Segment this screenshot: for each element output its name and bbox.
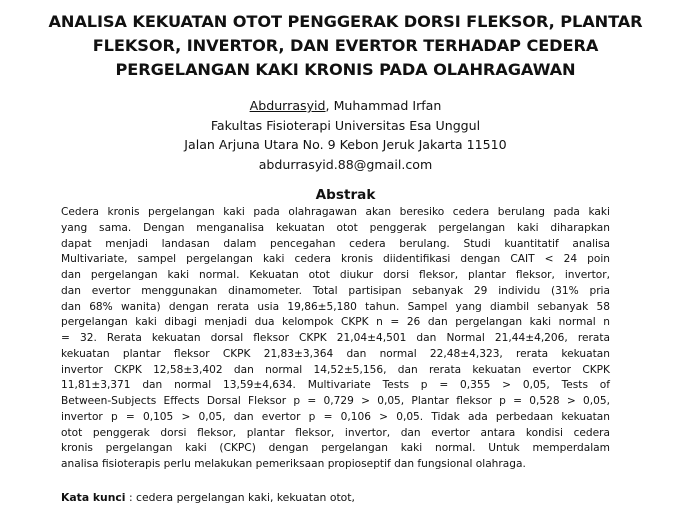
title-line-1: ANALISA KEKUATAN OTOT PENGGERAK DORSI FLEKSOR, PLANTAR: [48, 12, 643, 31]
keywords: [61, 490, 355, 506]
address: Jalan Arjuna Utara No. 9 Kebon Jeruk Jakarta 11510: [184, 137, 507, 152]
abstract-line: Cedera kronis pergelangan kaki pada olahragawan akan beresiko cedera berulang pada kaki: [61, 206, 610, 218]
abstract-line: = 32. Rerata kekuatan dorsal fleksor CKPK 21,04±4,501 dan Normal 21,44±4,206, rerata: [61, 332, 610, 344]
abstract-line: 11,81±3,371 dan normal 13,59±4,634. Multivariate Tests p = 0,355 > 0,05, Tests of: [61, 379, 610, 392]
abstract-line: Between-Subjects Effects Dorsal Fleksor p = 0,729 > 0,05, Plantar fleksor p = 0,528 > 0,05,: [61, 395, 610, 407]
email: abdurrasyid.88@gmail.com: [258, 156, 433, 172]
abstract-line: dapat menjadi landasan dalam pencegahan cedera berulang. Studi kuantitatif analisa: [61, 237, 610, 250]
abstract-line: invertor p = 0,105 > 0,05, dan evertor p = 0,106 > 0,05. Tidak ada perbedaan kekuatan: [61, 410, 610, 423]
abstract-line: dan evertor menggunakan dinamometer. Total partisipan sebanyak 29 individu (31% pria: [61, 284, 610, 297]
abstract-line: pergelangan kaki dibagi menjadi dua kelompok CKPK n = 26 dan pergelangan kaki normal n: [61, 316, 610, 329]
abstract-line: dan 68% wanita) dengan rerata usia 19,86±5,180 tahun. Sampel yang diambil sebanyak 58: [61, 300, 610, 313]
abstract-line: analisa fisioterapis perlu melakukan pemeriksaan propioseptif dan fungsional olahraga.: [61, 458, 526, 470]
author-line: [0, 96, 691, 116]
abstract-line: otot penggerak dorsi fleksor, plantar fleksor, invertor, dan evertor antara kondisi cedera: [61, 426, 610, 439]
title-line-2: FLEKSOR, INVERTOR, DAN EVERTOR TERHADAP CEDERA: [92, 36, 599, 55]
abstract-line: kronis pergelangan kaki (CKPC) dengan pergelangan kaki normal. Untuk memperdalam: [61, 442, 610, 455]
abstract-line: dan pergelangan kaki normal. Kekuatan otot diukur dorsi fleksor, plantar fleksor, invertor,: [61, 269, 610, 281]
abstract-line: invertor CKPK 12,58±3,402 dan normal 14,52±5,156, dan rerata kekuatan evertor CKPK: [61, 363, 610, 376]
abstract-line: kekuatan plantar fleksor CKPK 21,83±3,364 dan normal 22,48±4,323, rerata kekuatan: [61, 347, 610, 360]
author-block: [0, 96, 691, 174]
abstract-heading: Abstrak: [315, 187, 376, 203]
author-separator: ,: [325, 98, 334, 113]
abstract-line: yang sama. Dengan menganalisa kekuatan otot penggerak pergelangan kaki diharapkan: [61, 221, 610, 234]
title-line-3: PERGELANGAN KAKI KRONIS PADA OLAHRAGAWAN: [115, 60, 576, 79]
keywords-label: Kata kunci: [61, 491, 126, 504]
keywords-text: : cedera pergelangan kaki, kekuatan otot,: [125, 491, 355, 504]
author-1: Abdurrasyid: [249, 98, 326, 113]
abstract-line: Multivariate, sampel pergelangan kaki cedera kronis diidentifikasi dengan CAIT < 24 poin: [61, 253, 610, 266]
paper-title: [10, 10, 681, 82]
author-2: Muhammad Irfan: [333, 98, 442, 113]
affiliation: Fakultas Fisioterapi Universitas Esa Unggul: [210, 117, 481, 133]
abstract-body: [61, 205, 610, 473]
